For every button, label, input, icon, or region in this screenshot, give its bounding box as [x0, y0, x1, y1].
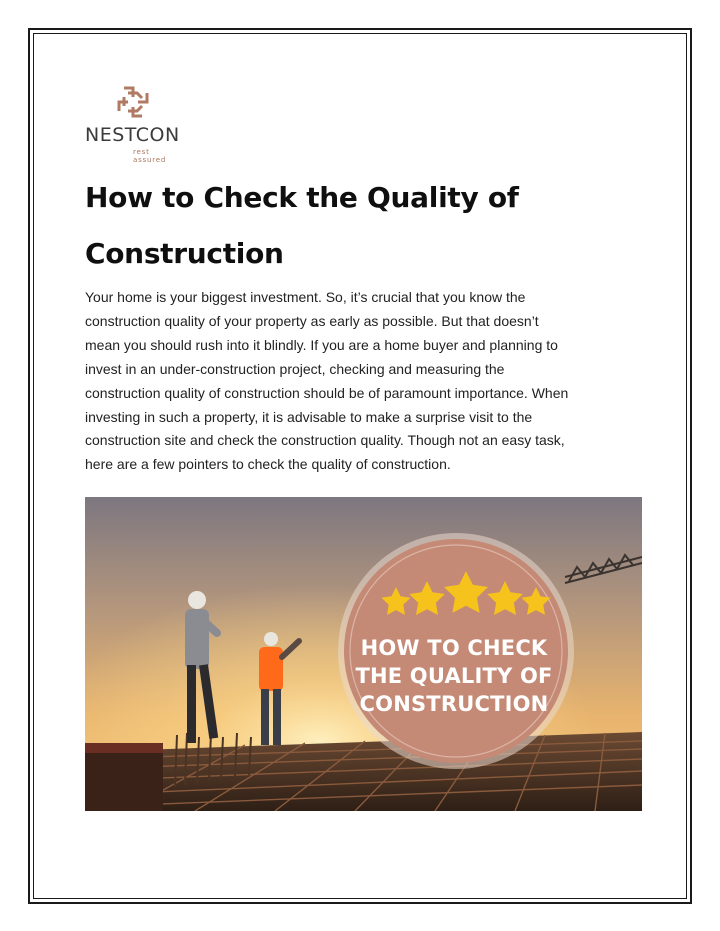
article-title [85, 170, 645, 282]
article-title-line-2: Construction [85, 237, 284, 270]
intro-line: construction quality of construction should be of paramount importance. When [85, 384, 569, 401]
intro-line: investing in such a property, it is advisable to make a surprise visit to the [85, 408, 533, 425]
brand-tagline: rest assured [133, 148, 167, 164]
brand-name: NESTCON [85, 124, 180, 146]
article-title-line-1: How to Check the Quality of [85, 181, 519, 214]
hero-title-line-1: HOW TO CHECK [360, 636, 548, 660]
intro-line: construction quality of your property as early as possible. But that doesn’t [85, 312, 539, 329]
nestcon-logo-mark-icon [115, 84, 151, 120]
intro-line: mean you should rush into it blindly. If you are a home buyer and planning to [85, 336, 558, 353]
intro-line: Your home is your biggest investment. So, it’s crucial that you know the [85, 289, 526, 305]
nestcon-logo [85, 84, 185, 164]
intro-line: here are a few pointers to check the quality of construction. [85, 456, 451, 473]
hero-title-line-3: CONSTRUCTION [359, 692, 549, 716]
hero-image [85, 497, 642, 811]
hero-title-line-2: THE QUALITY OF [355, 664, 553, 688]
intro-paragraph [85, 286, 645, 477]
intro-line: invest in an under-construction project, checking and measuring the [85, 360, 505, 377]
intro-line: construction site and check the construction quality. Though not an easy task, [85, 432, 565, 449]
